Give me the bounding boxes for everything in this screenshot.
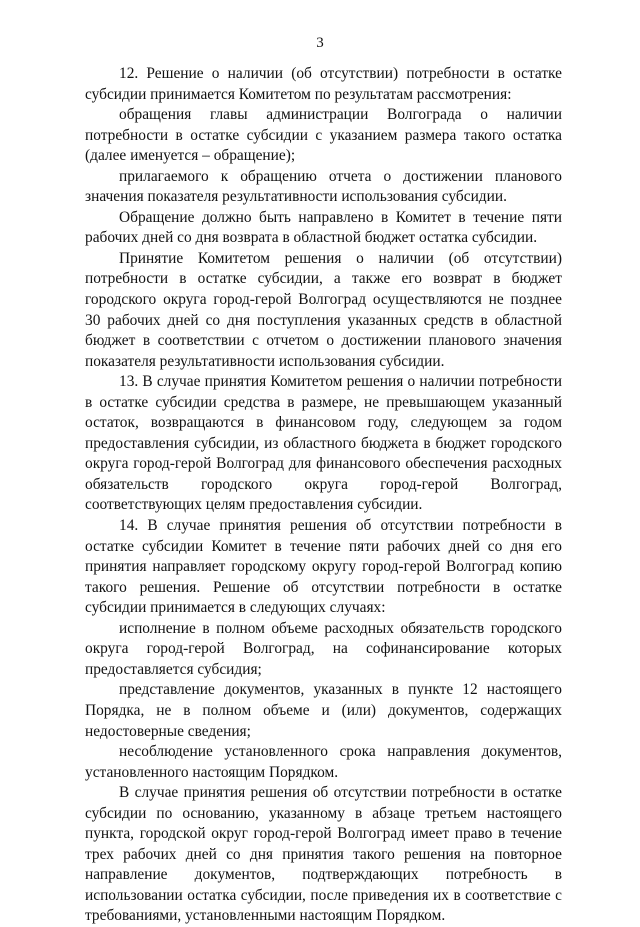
paragraph-14-no-need: 14. В случае принятия решения об отсутствии потребности в остатке субсидии Комитет в течение пяти рабочих дней со дня его принятия направляет городскому округу город-герой Волгоград копию такого решения. Решение об отсутствии потребности в остатке субсидии принимается в следующих случаях: [85, 517, 562, 617]
paragraph-12-decision: 12. Решение о наличии (об отсутствии) потребности в остатке субсидии принимается Комитетом по результатам рассмотрения: [85, 65, 562, 103]
paragraph-case-incomplete: представление документов, указанных в пункте 12 настоящего Порядка, не в полном объеме и (или) документов, содержащих недостоверные сведения; [85, 681, 562, 740]
paragraph-report: прилагаемого к обращению отчета о достижении планового значения показателя результативности использования субсидии. [85, 167, 562, 206]
page-number: 3 [316, 35, 324, 51]
paragraph-13-return: 13. В случае принятия Комитетом решения о наличии потребности в остатке субсидии средства в размере, не превышающем указанный остаток, возвращаются в финансовом году, следующем за годом предоставления субсидии, из областного бюджета в бюджет городского округа город-герой Волгоград для финансового обеспечения расходных обязательств городского округа город-герой Волгоград, соответствующих целям предоставления субсидии. [85, 373, 562, 514]
paragraph-appeal: обращения главы администрации Волгограда о наличии потребности в остатке субсидии с указанием размера такого остатка (далее именуется – обращение); [85, 106, 562, 165]
paragraph-case-deadline: несоблюдение установленного срока направления документов, установленного настоящим Порядком. [85, 743, 562, 781]
paragraph-case-fulfilled: исполнение в полном объеме расходных обязательств городского округа город-герой Волгоград, на софинансирование которых предоставляется субсидия; [85, 619, 562, 678]
paragraph-appeal-deadline: Обращение должно быть направлено в Комитет в течение пяти рабочих дней со дня возврата в областной бюджет остатка субсидии. [85, 208, 562, 247]
paragraph-decision-deadline: Принятие Комитетом решения о наличии (об отсутствии) потребности в остатке субсидии, а также его возврат в бюджет городского округа город-герой Волгоград осуществляются не позднее 30 рабочих дней со дня поступления указанных средств в областной бюджет в соответствии с отчетом о достижении планового значения показателя результативности использования субсидии. [85, 249, 562, 370]
paragraph-resubmission: В случае принятия решения об отсутствии потребности в остатке субсидии по основанию, указанному в абзаце третьем настоящего пункта, городской округ город-герой Волгоград имеет право в течение трех рабочих дней со дня принятия такого решения на повторное направление документов, подтверждающих потребность в использовании остатка субсидии, после приведения их в соответствие с требованиями, установленными настоящим Порядком. [85, 784, 562, 925]
document-body [85, 64, 562, 927]
